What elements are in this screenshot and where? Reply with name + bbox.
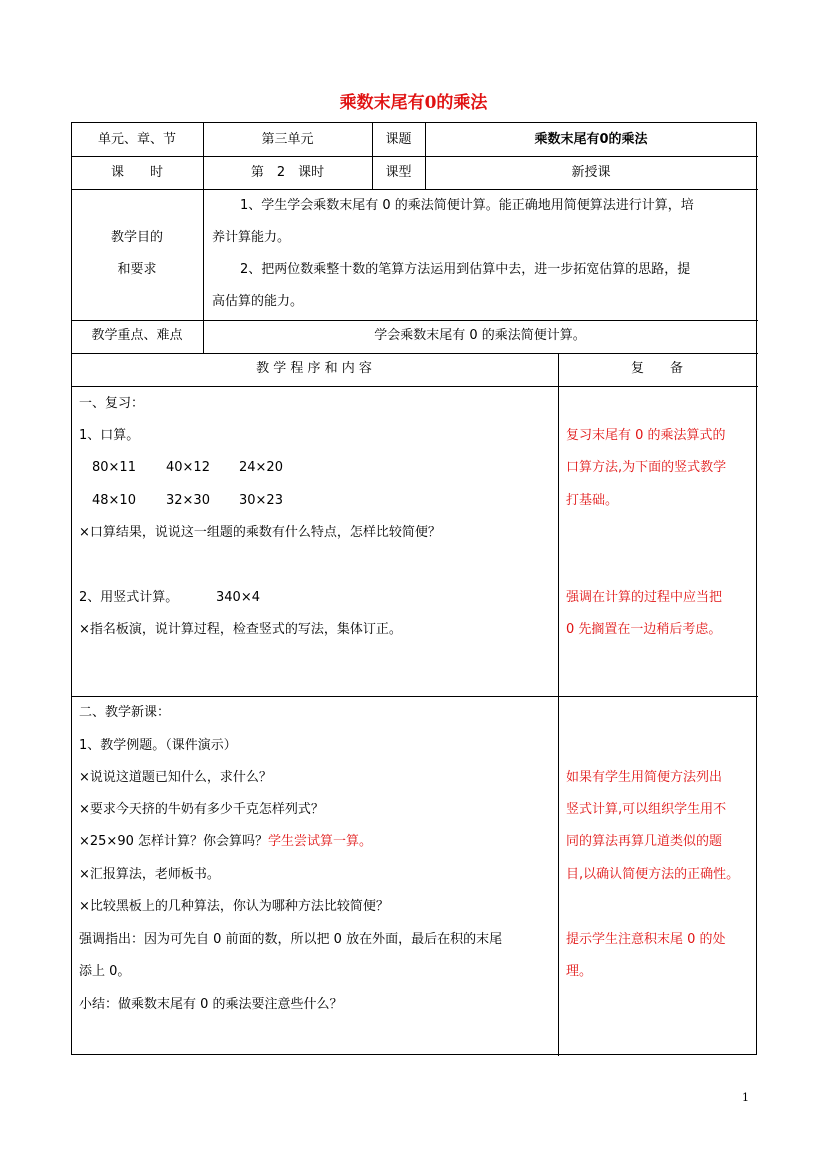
note3-line2: 竖式计算,可以组织学生用不 (566, 802, 727, 817)
section1-item1: 1、口算。 (79, 428, 140, 443)
procedure-header: 教 学 程 序 和 内 容 (256, 361, 372, 376)
section2-question4: ×汇报算法，老师板书。 (79, 867, 220, 882)
calc-5: 32×30 (166, 493, 210, 508)
section1-heading: 一、复习： (79, 396, 145, 411)
calc-4: 48×10 (92, 493, 136, 508)
section2-question3 (79, 834, 372, 850)
goal2-line1: 2、把两位数乘整十数的笔算方法运用到估算中去，进一步拓宽估算的思路，提 (240, 262, 691, 277)
note2-line1: 强调在计算的过程中应当把 (566, 590, 723, 605)
note4-line2: 理。 (566, 964, 593, 979)
type-value: 新授课 (571, 165, 611, 180)
note1-line1: 复习末尾有 0 的乘法算式的 (566, 428, 726, 443)
section2-question3-red: 学生尝试算一算。 (268, 834, 373, 849)
section1-question2: ×指名板演，说计算过程，检查竖式的写法，集体订正。 (79, 622, 402, 637)
goal1-line1: 1、学生学会乘数末尾有 0 的乘法简便计算。能正确地用简便算法进行计算，培 (240, 198, 694, 213)
note3-line3: 同的算法再算几道类似的题 (566, 834, 723, 849)
section2-question1: ×说说这道题已知什么，求什么？ (79, 770, 272, 785)
note1-line2: 口算方法,为下面的竖式教学 (566, 460, 727, 475)
goal1-line2: 养计算能力。 (212, 230, 291, 245)
section2-item1: 1、教学例题。（课件演示） (79, 738, 237, 753)
section2-question5: ×比较黑板上的几种算法，你认为哪种方法比较简便？ (79, 899, 389, 914)
period-label: 课 时 (110, 165, 163, 180)
note3-line1: 如果有学生用简便方法列出 (566, 770, 723, 785)
key-label: 教学重点、难点 (91, 328, 183, 343)
page-number: 1 (742, 1091, 749, 1104)
goal2-line2: 高估算的能力。 (212, 294, 304, 309)
notes-header: 复 备 (630, 361, 683, 376)
page-title: 乘数末尾有0的乘法 (339, 93, 488, 113)
note2-line2: 0 先搁置在一边稍后考虑。 (566, 622, 722, 637)
note4-line1: 提示学生注意积末尾 0 的处 (566, 932, 726, 947)
goals-label-1: 教学目的 (110, 230, 163, 245)
section2-heading: 二、教学新课： (79, 705, 171, 720)
topic-label: 课题 (385, 132, 412, 147)
key-value: 学会乘数末尾有 0 的乘法简便计算。 (374, 328, 586, 343)
note3-line4: 目,以确认简便方法的正确性。 (566, 867, 740, 882)
section2-summary: 小结：做乘数末尾有 0 的乘法要注意些什么？ (79, 997, 343, 1012)
section1-question1: ×口算结果，说说这一组题的乘数有什么特点，怎样比较简便？ (79, 525, 441, 540)
section2-emphasis2: 添上 0。 (79, 964, 131, 979)
section1-item2-expr: 340×4 (216, 590, 260, 605)
section1-item2: 2、用竖式计算。 (79, 590, 179, 605)
calc-3: 24×20 (239, 460, 283, 475)
unit-value: 第三单元 (261, 132, 314, 147)
section2-emphasis1: 强调指出：因为可先自 0 前面的数，所以把 0 放在外面，最后在积的末尾 (79, 932, 503, 947)
section2-question2: ×要求今天挤的牛奶有多少千克怎样列式？ (79, 802, 324, 817)
calc-6: 30×23 (239, 493, 283, 508)
note1-line3: 打基础。 (566, 493, 619, 508)
section2-question3-text: ×25×90 怎样计算？你会算吗？ (79, 834, 269, 849)
topic-value: 乘数末尾有0的乘法 (534, 132, 648, 147)
calc-2: 40×12 (166, 460, 210, 475)
period-value: 第 2 课时 (250, 165, 325, 180)
type-label: 课型 (385, 165, 412, 180)
unit-label: 单元、章、节 (97, 132, 176, 147)
calc-1: 80×11 (92, 460, 136, 475)
goals-label-2: 和要求 (117, 262, 157, 277)
